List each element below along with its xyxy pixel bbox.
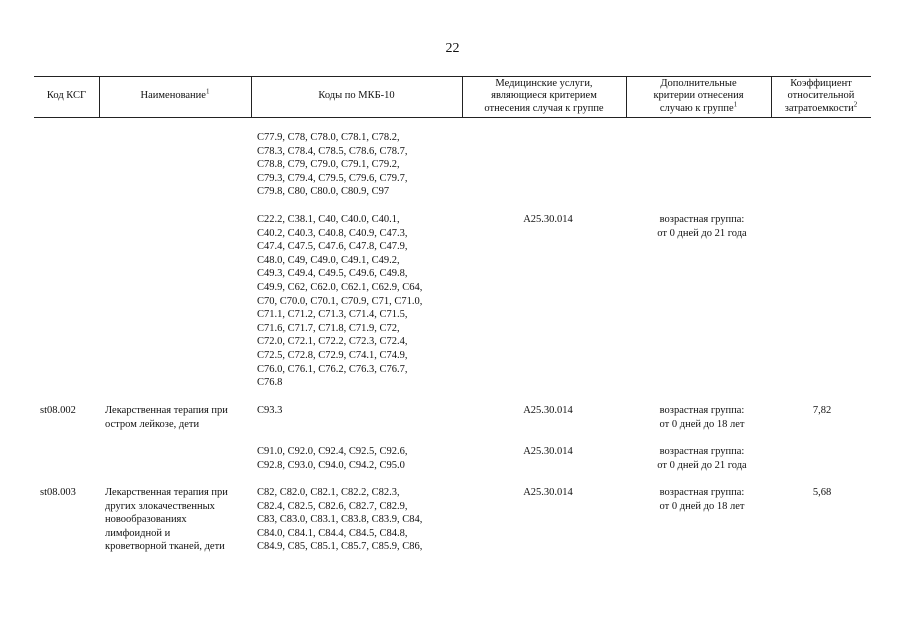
row-service: A25.30.014	[523, 487, 573, 498]
row-service: A25.30.014	[523, 446, 573, 457]
header-bottom-rule	[34, 117, 871, 118]
row-criteria: возрастная группа: от 0 дней до 21 года	[657, 446, 747, 471]
row-mkb-codes: C77.9, C78, C78.0, C78.1, C78.2, C78.3, C78.4, C78.5, C78.6, C78.7, C78.8, C79, C79.0, C79.1, C79.2, C79.3, C79.4, C79.5, C79.6, C79.7, C79.8, C80, C80.0, C80.9, C97	[257, 132, 408, 198]
header-services: Медицинские услуги, являющиеся критерием отнесения случая к группе	[484, 77, 604, 114]
row-coefficient: 7,82	[812, 405, 832, 416]
header-code: Код КСГ	[46, 90, 87, 102]
row-code: st08.003	[40, 487, 76, 498]
row-mkb-codes: C22.2, C38.1, C40, C40.0, C40.1, C40.2, C40.3, C40.8, C40.9, C47.3, C47.4, C47.5, C47.6, C47.8, C47.9, C48.0, C49, C49.0, C49.1, C49.2, C49.3, C49.4, C49.5, C49.6, C49.8, C49.9, C62, C62.0, C62.1, C62.9, C64, C70, C70.0, C70.1, C70.9, C71, C71.0, C71.1, C71.2, C71.3, C71.4, C71.5, C71.6, C71.7, C71.8, C71.9, C72, C72.0, C72.1, C72.2, C72.3, C72.4, C72.5, C72.8, C72.9, C74.1, C74.9, C76.0, C76.1, C76.2, C76.3, C76.7, C76.8	[257, 214, 423, 389]
header-criteria: Дополнительные критерии отнесения случаю к группе$^1$	[653, 77, 744, 114]
row-mkb-codes: C93.3	[257, 405, 283, 416]
header-coef: Коэффициент относительной затратоемкости$^2$	[784, 77, 858, 114]
header-mkb: Коды по МКБ-10	[318, 90, 395, 102]
row-name: Лекарственная терапия при других злокачественных новообразованиях лимфоидной и кроветворной тканей, дети	[105, 487, 228, 553]
row-mkb-codes: C91.0, C92.0, C92.4, C92.5, C92.6, C92.8, C93.0, C94.0, C94.2, C95.0	[257, 446, 408, 471]
header-name: Наименование$^1$	[140, 87, 210, 102]
row-service: A25.30.014	[523, 405, 573, 416]
row-code: st08.002	[40, 405, 76, 416]
row-coefficient: 5,68	[812, 487, 832, 498]
row-criteria: возрастная группа: от 0 дней до 18 лет	[659, 487, 745, 512]
row-mkb-codes: C82, C82.0, C82.1, C82.2, C82.3, C82.4, C82.5, C82.6, C82.7, C82.9, C83, C83.0, C83.1, C83.8, C83.9, C84, C84.0, C84.1, C84.4, C84.5, C84.8, C84.9, C85, C85.1, C85.7, C85.9, C86,	[257, 487, 423, 553]
page-number: 22	[445, 41, 460, 56]
row-criteria: возрастная группа: от 0 дней до 21 года	[657, 214, 747, 239]
row-name: Лекарственная терапия при остром лейкозе, дети	[105, 405, 228, 430]
row-criteria: возрастная группа: от 0 дней до 18 лет	[659, 405, 745, 430]
row-service: A25.30.014	[523, 214, 573, 225]
